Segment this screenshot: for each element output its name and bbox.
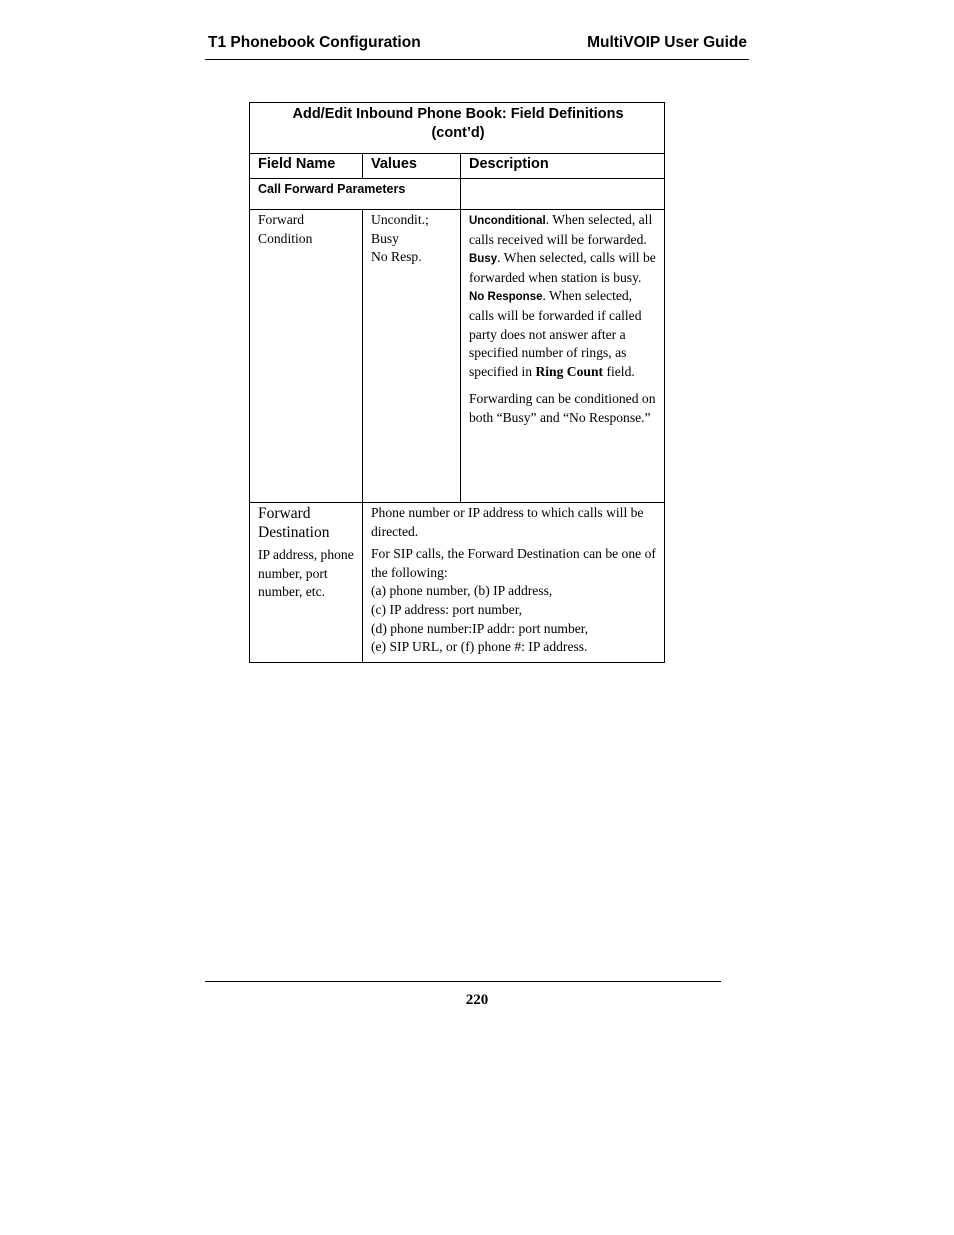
page-number: 220 bbox=[465, 992, 489, 1008]
field-definitions-table bbox=[249, 102, 665, 663]
table-title-line1: Add/Edit Inbound Phone Book: Field Definitions bbox=[292, 106, 624, 122]
sip-option: (c) IP address: port number, bbox=[371, 601, 523, 617]
value-item: Busy bbox=[371, 230, 399, 246]
column-header-row bbox=[250, 154, 665, 179]
page-header bbox=[205, 32, 749, 60]
field-name-line: Destination bbox=[258, 524, 330, 541]
value-item: No Resp. bbox=[371, 249, 422, 265]
sip-option: (d) phone number:IP addr: port number, bbox=[371, 620, 589, 636]
section-row bbox=[250, 179, 665, 210]
section-label: Call Forward Parameters bbox=[250, 179, 461, 210]
description-text: . When selected, calls will be forwarded when station is busy. bbox=[469, 250, 656, 285]
sip-intro: For SIP calls, the Forward Destination can be one of the following: bbox=[371, 546, 656, 580]
keyword: Busy bbox=[469, 253, 498, 266]
busy-description bbox=[469, 249, 658, 287]
table-row bbox=[250, 503, 665, 663]
description-text: field. bbox=[603, 363, 635, 379]
section-title: T1 Phonebook Configuration bbox=[208, 34, 421, 51]
sip-option: (a) phone number, (b) IP address, bbox=[371, 583, 553, 599]
forwarding-note: Forwarding can be conditioned on both “Busy” and “No Response.” bbox=[469, 391, 656, 425]
sip-option: (e) SIP URL, or (f) phone #: IP address. bbox=[371, 639, 588, 655]
value-item: Uncondit.; bbox=[371, 212, 429, 227]
footer-divider bbox=[205, 981, 721, 982]
section-empty-cell bbox=[461, 179, 665, 210]
no-response-description bbox=[469, 287, 658, 381]
table-row bbox=[250, 210, 665, 503]
values-forward-condition bbox=[363, 210, 461, 503]
table-title bbox=[250, 103, 665, 154]
description-forward-destination bbox=[363, 503, 665, 663]
description-forward-condition bbox=[461, 210, 665, 503]
description-text: . When selected, calls will be forwarded if called party does not answer after a specified number of rings, as specified in bbox=[469, 288, 642, 379]
field-name-line: Condition bbox=[258, 230, 313, 246]
table-title-row bbox=[250, 103, 665, 154]
field-name-forward-destination bbox=[250, 503, 363, 663]
guide-title: MultiVOIP User Guide bbox=[587, 34, 747, 51]
unconditional-description bbox=[469, 211, 658, 249]
column-header-field-name: Field Name bbox=[250, 154, 363, 179]
field-name-line: Forward bbox=[258, 212, 305, 227]
column-header-description: Description bbox=[461, 154, 665, 179]
keyword: Unconditional bbox=[469, 215, 546, 227]
keyword: No Response bbox=[469, 291, 543, 304]
description-text: . When selected, all calls received will be forwarded. bbox=[469, 212, 653, 247]
column-header-values: Values bbox=[363, 154, 461, 179]
ring-count-keyword: Ring Count bbox=[535, 363, 604, 379]
destination-description: Phone number or IP address to which calls will be directed. bbox=[371, 505, 644, 539]
field-name-line: Forward bbox=[258, 505, 311, 522]
field-name-subtext: IP address, phone number, port number, etc. bbox=[258, 547, 354, 600]
field-definitions-table-container bbox=[249, 102, 664, 663]
table-title-line2: (cont’d) bbox=[431, 125, 485, 141]
field-name-forward-condition bbox=[250, 210, 363, 503]
